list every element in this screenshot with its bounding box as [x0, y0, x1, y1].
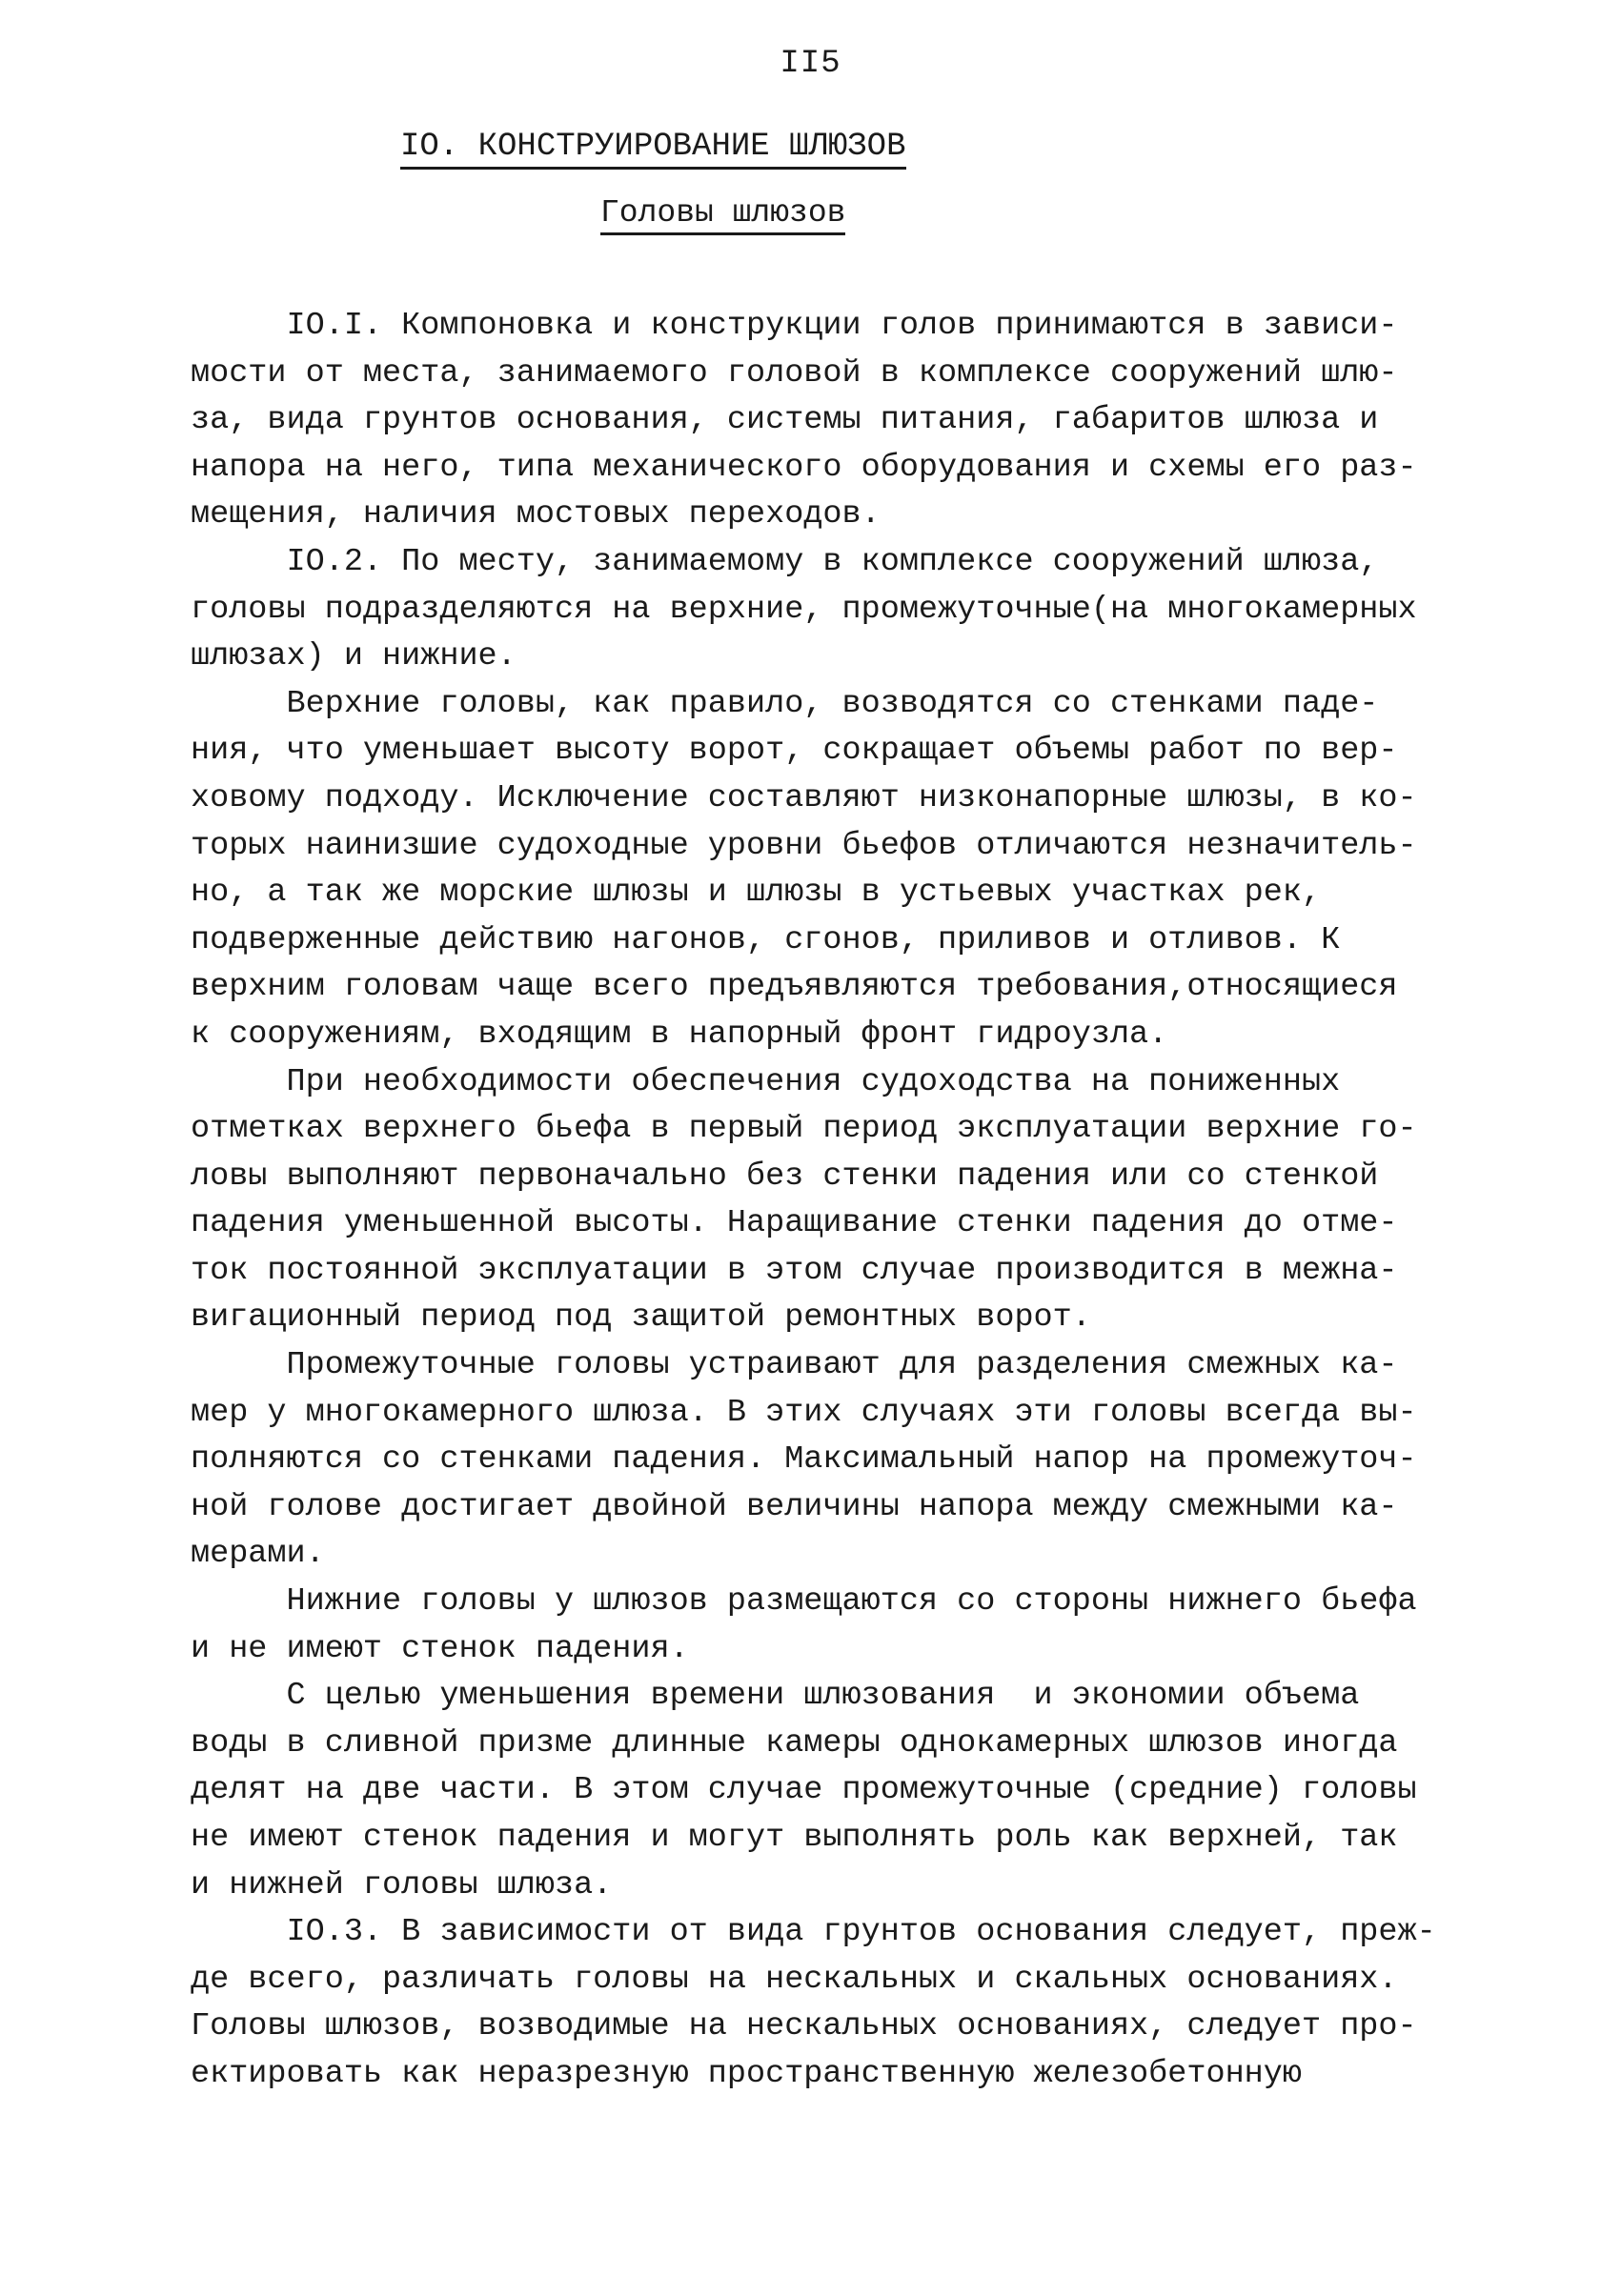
- text-line: полняются со стенками падения. Максимальный напор на промежуточ-: [191, 1441, 1417, 1479]
- text-line: мерами.: [191, 1536, 325, 1573]
- body-text: [191, 303, 1449, 2099]
- text-line: подверженные действию нагонов, сгонов, приливов и отливов. К: [191, 921, 1341, 958]
- text-line: ектировать как неразрезную пространственную железобетонную: [191, 2055, 1302, 2092]
- text-line: IO.3. В зависимости от вида грунтов основания следует, преж-: [191, 1914, 1436, 1951]
- text-line: ной голове достигает двойной величины напора между смежными ка-: [191, 1488, 1398, 1525]
- text-line: и нижней головы шлюза.: [191, 1866, 613, 1903]
- text-line: отметках верхнего бьефа в первый период эксплуатации верхние го-: [191, 1111, 1417, 1148]
- text-line: не имеют стенок падения и могут выполнять роль как верхней, так: [191, 1820, 1398, 1856]
- text-line: ловы выполняют первоначально без стенки падения или со стенкой: [191, 1158, 1379, 1195]
- text-line: напора на него, типа механического оборудования и схемы его раз-: [191, 449, 1417, 486]
- text-line: торых наинизшие судоходные уровни бьефов отличаются незначитель-: [191, 827, 1417, 864]
- text-line: мер у многокамерного шлюза. В этих случаях эти головы всегда вы-: [191, 1394, 1417, 1431]
- text-line: ховому подходу. Исключение составляют низконапорные шлюзы, в ко-: [191, 779, 1417, 816]
- text-line: к сооружениям, входящим в напорный фронт гидроузла.: [191, 1016, 1168, 1053]
- subsection-title: Головы шлюзов: [600, 195, 845, 235]
- page-number: II5: [780, 46, 841, 82]
- text-line: С целью уменьшения времени шлюзования и экономии объема: [191, 1678, 1360, 1715]
- text-line: ния, что уменьшает высоту ворот, сокращает объемы работ по вер-: [191, 733, 1398, 770]
- text-line: вигационный период под защитой ремонтных ворот.: [191, 1299, 1091, 1337]
- text-line: Нижние головы у шлюзов размещаются со стороны нижнего бьефа: [191, 1583, 1417, 1621]
- text-line: де всего, различать головы на нескальных и скальных основаниях.: [191, 1961, 1398, 1998]
- text-line: головы подразделяются на верхние, промежуточные(на многокамерных: [191, 591, 1417, 628]
- text-line: IO.2. По месту, занимаемому в комплексе сооружений шлюза,: [191, 543, 1379, 580]
- text-line: за, вида грунтов основания, системы питания, габаритов шлюза и: [191, 402, 1379, 439]
- text-line: ток постоянной эксплуатации в этом случае производится в межна-: [191, 1252, 1398, 1289]
- text-line: Верхние головы, как правило, возводятся со стенками паде-: [191, 685, 1379, 722]
- section-title: IO. КОНСТРУИРОВАНИЕ ШЛЮЗОВ: [400, 129, 906, 170]
- text-line: падения уменьшенной высоты. Наращивание стенки падения до отме-: [191, 1205, 1398, 1242]
- text-line: верхним головам чаще всего предъявляются требования,относящиеся: [191, 969, 1398, 1006]
- text-line: IO.I. Компоновка и конструкции голов принимаются в зависи-: [191, 308, 1398, 344]
- text-line: шлюзах) и нижние.: [191, 638, 517, 675]
- text-line: При необходимости обеспечения судоходства на пониженных: [191, 1063, 1341, 1100]
- text-line: мещения, наличия мостовых переходов.: [191, 496, 881, 534]
- text-line: Промежуточные головы устраивают для разделения смежных ка-: [191, 1347, 1398, 1384]
- text-line: Головы шлюзов, возводимые на нескальных основаниях, следует про-: [191, 2008, 1417, 2045]
- text-line: и не имеют стенок падения.: [191, 1630, 689, 1667]
- text-line: но, а так же морские шлюзы и шлюзы в устьевых участках рек,: [191, 875, 1322, 912]
- text-line: делят на две части. В этом случае промежуточные (средние) головы: [191, 1772, 1417, 1809]
- text-line: мости от места, занимаемого головой в комплексе сооружений шлю-: [191, 354, 1398, 392]
- text-line: воды в сливной призме длинные камеры однокамерных шлюзов иногда: [191, 1724, 1398, 1762]
